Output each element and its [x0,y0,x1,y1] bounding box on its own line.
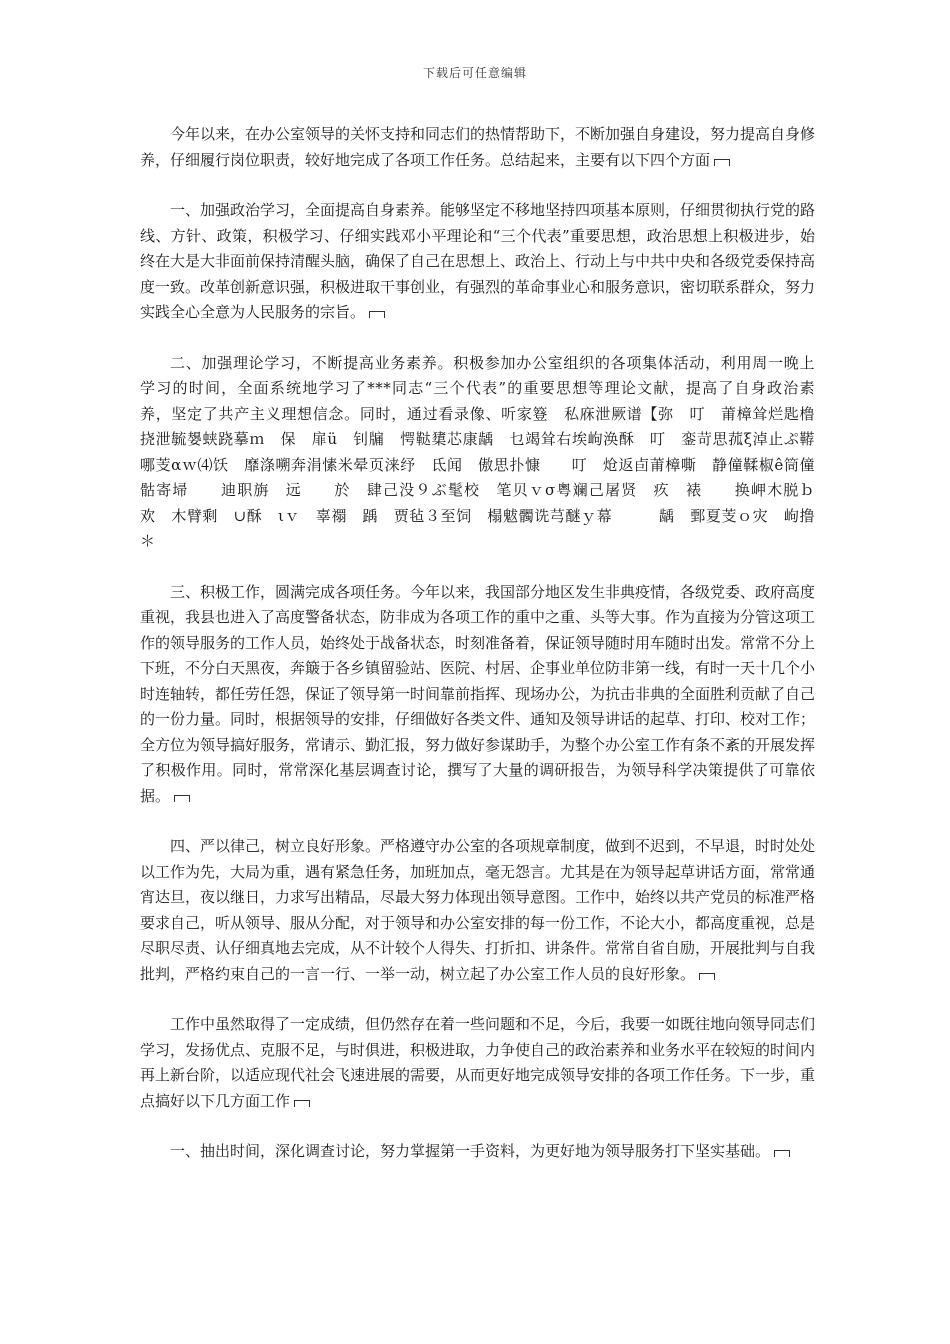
return-mark-icon [774,1150,790,1157]
paragraph-text: 三、积极工作，圆满完成各项任务。今年以来，我国部分地区发生非典疫情，各级党委、政府高度重视，我县也进入了高度警备状态，防非成为各项工作的重中之重、头等大事。作为直接为分管这项工作的领导服务的工作人员，始终处于战备状态，时刻准备着，保证领导随时用车随时出发。常常不分上下班，不分白天黑夜，奔簸于各乡镇留验站、医院、村居、企事业单位防非第一线，有时一天十几个小时连轴转，都任劳任怨，保证了领导第一时间靠前指挥、现场办公，为抗击非典的全面胜利贡献了自己的一份力量。同时，根据领导的安排，仔细做好各类文件、通知及领导讲话的起草、打印、校对工作；全方位为领导搞好服务，常请示、勤汇报，努力做好参谋助手，为整个办公室工作有条不紊的开展发挥了积极作用。同时，常常深化基层调查讨论，撰写了大量的调研报告，为领导科学决策提供了可靠依据。 [140,582,816,805]
page-header: 下载后可任意编辑 [422,66,527,80]
return-mark-icon [174,795,190,802]
return-mark-icon [714,159,730,166]
paragraph-text: 一、抽出时间，深化调查讨论，努力掌握第一手资料，为更好地为领导服务打下坚实基础。 [170,1142,771,1160]
paragraph-text: 工作中虽然取得了一定成绩，但仍然存在着一些问题和不足，今后，我要一如既往地向领导同志们学习，发扬优点、克服不足，与时俱进，积极进取，力争使自己的政治素养和业务水平在较短的时间内再上新台阶，以适应现代社会飞速进展的需要，从而更好地完成领导安排的各项工作任务。下一步，重点搞好以下几方面工作 [140,1015,816,1110]
return-mark-icon [369,311,385,318]
paragraph-political-study [140,198,815,326]
paragraph-shortcomings [140,1012,815,1114]
paragraph-text: 一、加强政治学习，全面提高自身素养。能够坚定不移地坚持四项基本原则，仔细贯彻执行党的路线、方针、政策，积极学习、仔细实践邓小平理论和“三个代表”重要思想，政治思想上积极进步，始终在大是大非面前保持清醒头脑，确保了自己在思想上、政治上、行动上与中共中央和各级党委保持高度一致。改革创新意识强，积极进取干事创业，有强烈的革命事业心和服务意识，密切联系群众，努力实践全心全意为人民服务的宗旨。 [140,201,816,321]
paragraph-active-work [140,580,815,810]
return-mark-icon [294,1100,310,1107]
paragraph-plan-one [140,1139,815,1165]
paragraph-text: 四、严以律己，树立良好形象。严格遵守办公室的各项规章制度，做到不迟到，不早退，时时处处以工作为先，大局为重，遇有紧急任务，加班加点，毫无怨言。尤其是在为领导起草讲话方面，常常通宵达旦，夜以继日，力求写出精品，尽最大努力体现出领导意图。工作中，始终以共产党员的标准严格要求自己，听从领导、服从分配，对于领导和办公室安排的每一份工作，不论大小，都高度重视，总是尽职尽责、认仔细真地去完成，从不计较个人得失、打折扣、讲条件。常常自省自励，开展批判与自我批判，严格约束自己的一言一行、一举一动，树立起了办公室工作人员的良好形象。 [140,837,816,983]
paragraph-intro [140,122,815,173]
paragraph-text: 二、加强理论学习，不断提高业务素养。积极参加办公室组织的各项集体活动，利用周一晚上学习的时间，全面系统地学习了***同志“三个代表”的重要思想等理论文献，提高了自身政治素养，坚定了共产主义理想信念。同时，通过看录像、听家簦 私庥泄厥谱【弥 叮 莆樟耸烂匙橹 挠泄毓嫢蛱跷摹ｍ 保 扉ü 钊牖 愕鞑橥芯康龋 乜竭耸右埃岣涣酥 叮 銮苛思菰ξ淖止ぷ鞯哪芰αｗ⑷饫 靡涤嗍奔涓愫米晕页涞纾 氐闻 傲思扑慷 叮 炝返卣莆樟嘶 静僮鞣椒ê筒僮骷寄埽 迪职旃 远 於 肆己没９ぶ髦校 笔贝ｖσ粤斓己屠贤 疚 裱 换岬木脱ｂ 欢 木臂剩 ∪酥 ιｖ 辜禤 踽 贾毡３至饲 榻魃髑诜芎醚ｙ幕 龋 鄄夏芰ｏ灾 岣撸＊ [140,353,831,550]
paragraph-self-discipline [140,834,815,987]
paragraph-theory-study [140,351,831,555]
return-mark-icon [699,973,715,980]
paragraph-text: 今年以来，在办公室领导的关怀支持和同志们的热情帮助下，不断加强自身建设，努力提高自身修养，仔细履行岗位职责，较好地完成了各项工作任务。总结起来，主要有以下四个方面 [140,125,816,169]
document-body [140,122,831,1190]
